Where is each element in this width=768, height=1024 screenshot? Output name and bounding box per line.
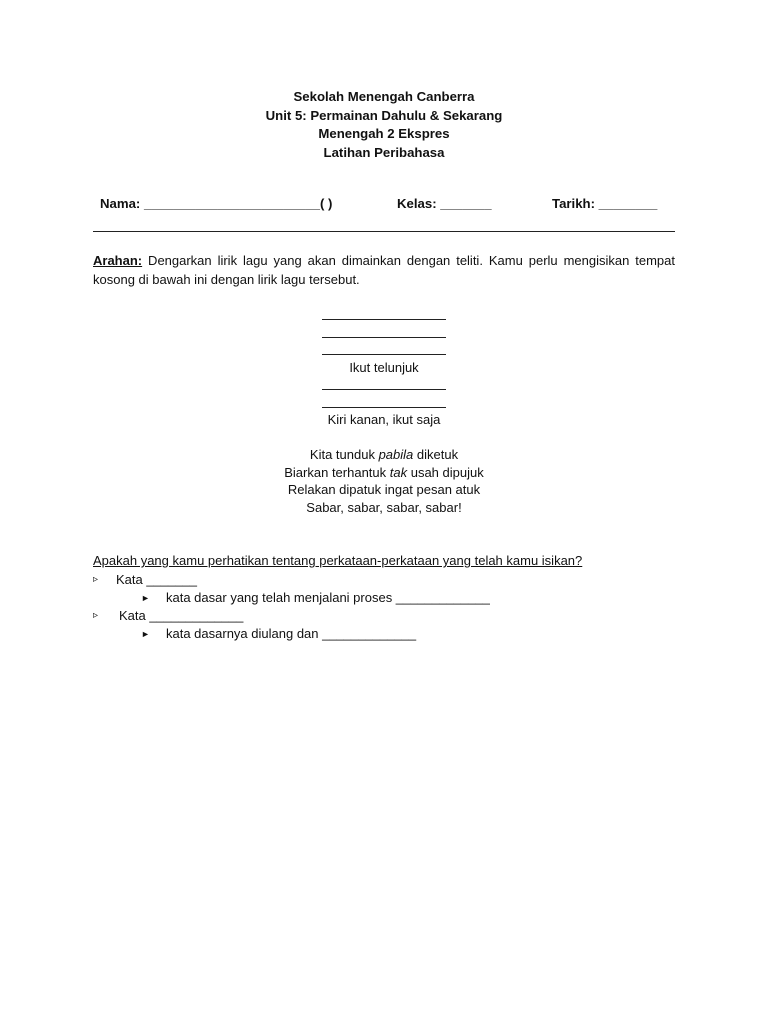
lyric-blank (322, 376, 446, 390)
answer-subitem-1: kata dasar yang telah menjalani proses _____________ (166, 590, 490, 605)
class-level: Menengah 2 Ekspres (318, 126, 450, 141)
lyric-line: Kiri kanan, ikut saja (327, 412, 441, 427)
list-item (0, 571, 768, 589)
school-name: Sekolah Menengah Canberra (293, 89, 475, 104)
kelas-field: Kelas: _______ (397, 196, 492, 211)
divider-line (93, 231, 675, 232)
instructions (93, 251, 675, 289)
list-item (0, 607, 768, 625)
nama-field: Nama: ________________________( ) (100, 196, 333, 211)
worksheet-header (0, 88, 768, 162)
lyric-blank (322, 306, 446, 320)
lyric-line: Kita tunduk pabila diketuk (309, 447, 459, 462)
bullet-arrow-icon: ▹ (93, 574, 99, 585)
instructions-text: Dengarkan lirik lagu yang akan dimainkan dengan teliti. Kamu perlu mengisikan tempat kosong di bawah ini dengan lirik lagu tersebut. (93, 253, 675, 287)
lyrics-block (0, 306, 768, 516)
answer-list (0, 571, 768, 643)
lyric-line: Ikut telunjuk (349, 359, 419, 375)
list-subitem (0, 625, 768, 643)
lyric-line: Relakan dipatuk ingat pesan atuk (287, 482, 481, 497)
list-subitem (0, 589, 768, 607)
lyric-blank (322, 394, 446, 408)
lyric-line: Sabar, sabar, sabar, sabar! (306, 499, 462, 515)
exercise-title: Latihan Peribahasa (323, 144, 445, 160)
question-text: Apakah yang kamu perhatikan tentang perkataan-perkataan yang telah kamu isikan? (93, 553, 583, 568)
bullet-arrow-icon: ▹ (93, 610, 99, 621)
answer-item-2: Kata _____________ (119, 608, 244, 623)
answer-subitem-2: kata dasarnya diulang dan _____________ (166, 626, 417, 641)
lyric-blank (322, 341, 446, 355)
lyric-line: Biarkan terhantuk tak usah dipujuk (284, 464, 484, 480)
student-info-row (0, 196, 768, 216)
bullet-triangle-icon: ► (141, 629, 150, 639)
lyric-blank (322, 324, 446, 338)
bullet-triangle-icon: ► (141, 593, 150, 603)
tarikh-field: Tarikh: ________ (552, 196, 658, 211)
unit-title: Unit 5: Permainan Dahulu & Sekarang (265, 107, 503, 123)
answer-item-1: Kata _______ (116, 572, 197, 587)
instructions-label: Arahan: (93, 253, 143, 268)
